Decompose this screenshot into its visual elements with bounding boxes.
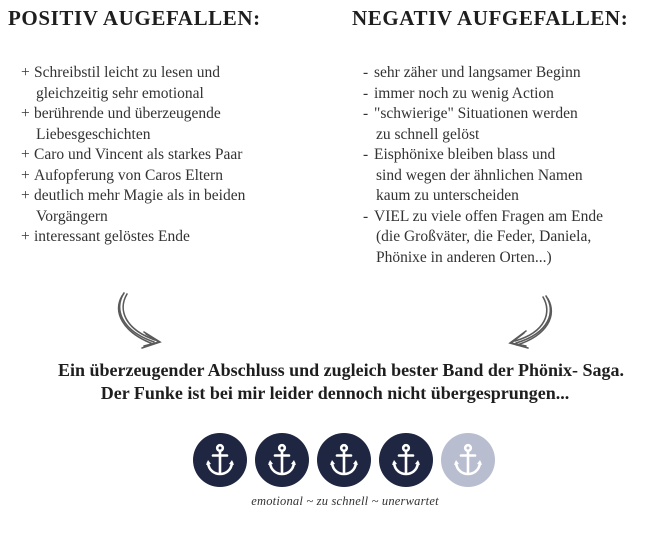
list-item-text: gleichzeitig sehr emotional: [36, 84, 204, 102]
plus-marker: +: [21, 228, 30, 245]
anchor-badge-empty: [441, 433, 495, 487]
anchor-rating: [193, 433, 495, 487]
negative-heading: NEGATIV AUFGEFALLEN:: [352, 6, 629, 30]
minus-marker: -: [363, 84, 369, 102]
minus-marker: -: [363, 105, 369, 122]
list-item: [363, 104, 663, 145]
anchor-icon: [329, 443, 359, 477]
positive-heading: POSITIV AUGEFALLEN:: [8, 6, 261, 30]
list-item: [363, 84, 663, 105]
anchor-icon: [267, 443, 297, 477]
plus-marker: +: [21, 105, 30, 122]
list-item-text: VIEL zu viele offen Fragen am Ende: [374, 207, 603, 225]
list-item: [363, 63, 663, 84]
anchor-icon: [205, 443, 235, 477]
list-item-text: immer noch zu wenig Action: [374, 84, 554, 102]
list-item: [21, 166, 311, 187]
list-item-text: Eisphönixe bleiben blass und: [374, 146, 556, 163]
curved-arrow-icon: [500, 293, 562, 355]
list-item-text: interessant gelöstes Ende: [34, 228, 190, 245]
minus-marker: -: [363, 64, 369, 81]
plus-marker: +: [21, 64, 30, 81]
list-item-text: (die Großväter, die Feder, Daniela,: [376, 228, 592, 245]
list-item-text: Caro und Vincent als starkes Paar: [34, 146, 243, 163]
list-item-text: sind wegen der ähnlichen Namen: [376, 166, 583, 184]
anchor-badge-filled: [193, 433, 247, 487]
list-item-text: Phönixe in anderen Orten...): [376, 248, 552, 266]
list-item-text: berührende und überzeugende: [34, 105, 221, 122]
list-item-text: sehr zäher und langsamer Beginn: [374, 64, 581, 81]
list-item-text: Vorgängern: [36, 207, 108, 225]
verdict-line: Ein überzeugender Abschluss und zugleich bester Band der Phönix- Saga.: [57, 360, 625, 380]
plus-marker: +: [21, 166, 30, 184]
negative-list: [363, 63, 663, 268]
list-item-text: zu schnell gelöst: [376, 125, 480, 143]
list-item: [363, 145, 663, 207]
list-item: [21, 186, 311, 227]
list-item-text: Aufopferung von Caros Eltern: [34, 166, 223, 184]
positive-list: [21, 63, 311, 248]
list-item: [21, 63, 311, 104]
anchor-icon: [453, 443, 483, 477]
list-item: [363, 207, 663, 269]
tagline: emotional ~ zu schnell ~ unerwartet: [251, 494, 439, 508]
minus-marker: -: [363, 207, 369, 225]
plus-marker: +: [21, 187, 30, 204]
list-item: [21, 227, 311, 248]
list-item-text: "schwierige" Situationen werden: [374, 105, 578, 122]
list-item-text: Schreibstil leicht zu lesen und: [34, 64, 220, 81]
list-item: [21, 104, 311, 145]
anchor-badge-filled: [255, 433, 309, 487]
list-item-text: deutlich mehr Magie als in beiden: [34, 187, 246, 204]
list-item-text: kaum zu unterscheiden: [376, 187, 519, 204]
anchor-icon: [391, 443, 421, 477]
verdict-line: Der Funke ist bei mir leider dennoch nicht übergesprungen...: [100, 383, 570, 403]
anchor-badge-filled: [379, 433, 433, 487]
curved-arrow-icon: [110, 290, 172, 352]
list-item: [21, 145, 311, 166]
list-item-text: Liebesgeschichten: [36, 125, 151, 143]
anchor-badge-filled: [317, 433, 371, 487]
minus-marker: -: [363, 146, 369, 163]
plus-marker: +: [21, 146, 30, 163]
